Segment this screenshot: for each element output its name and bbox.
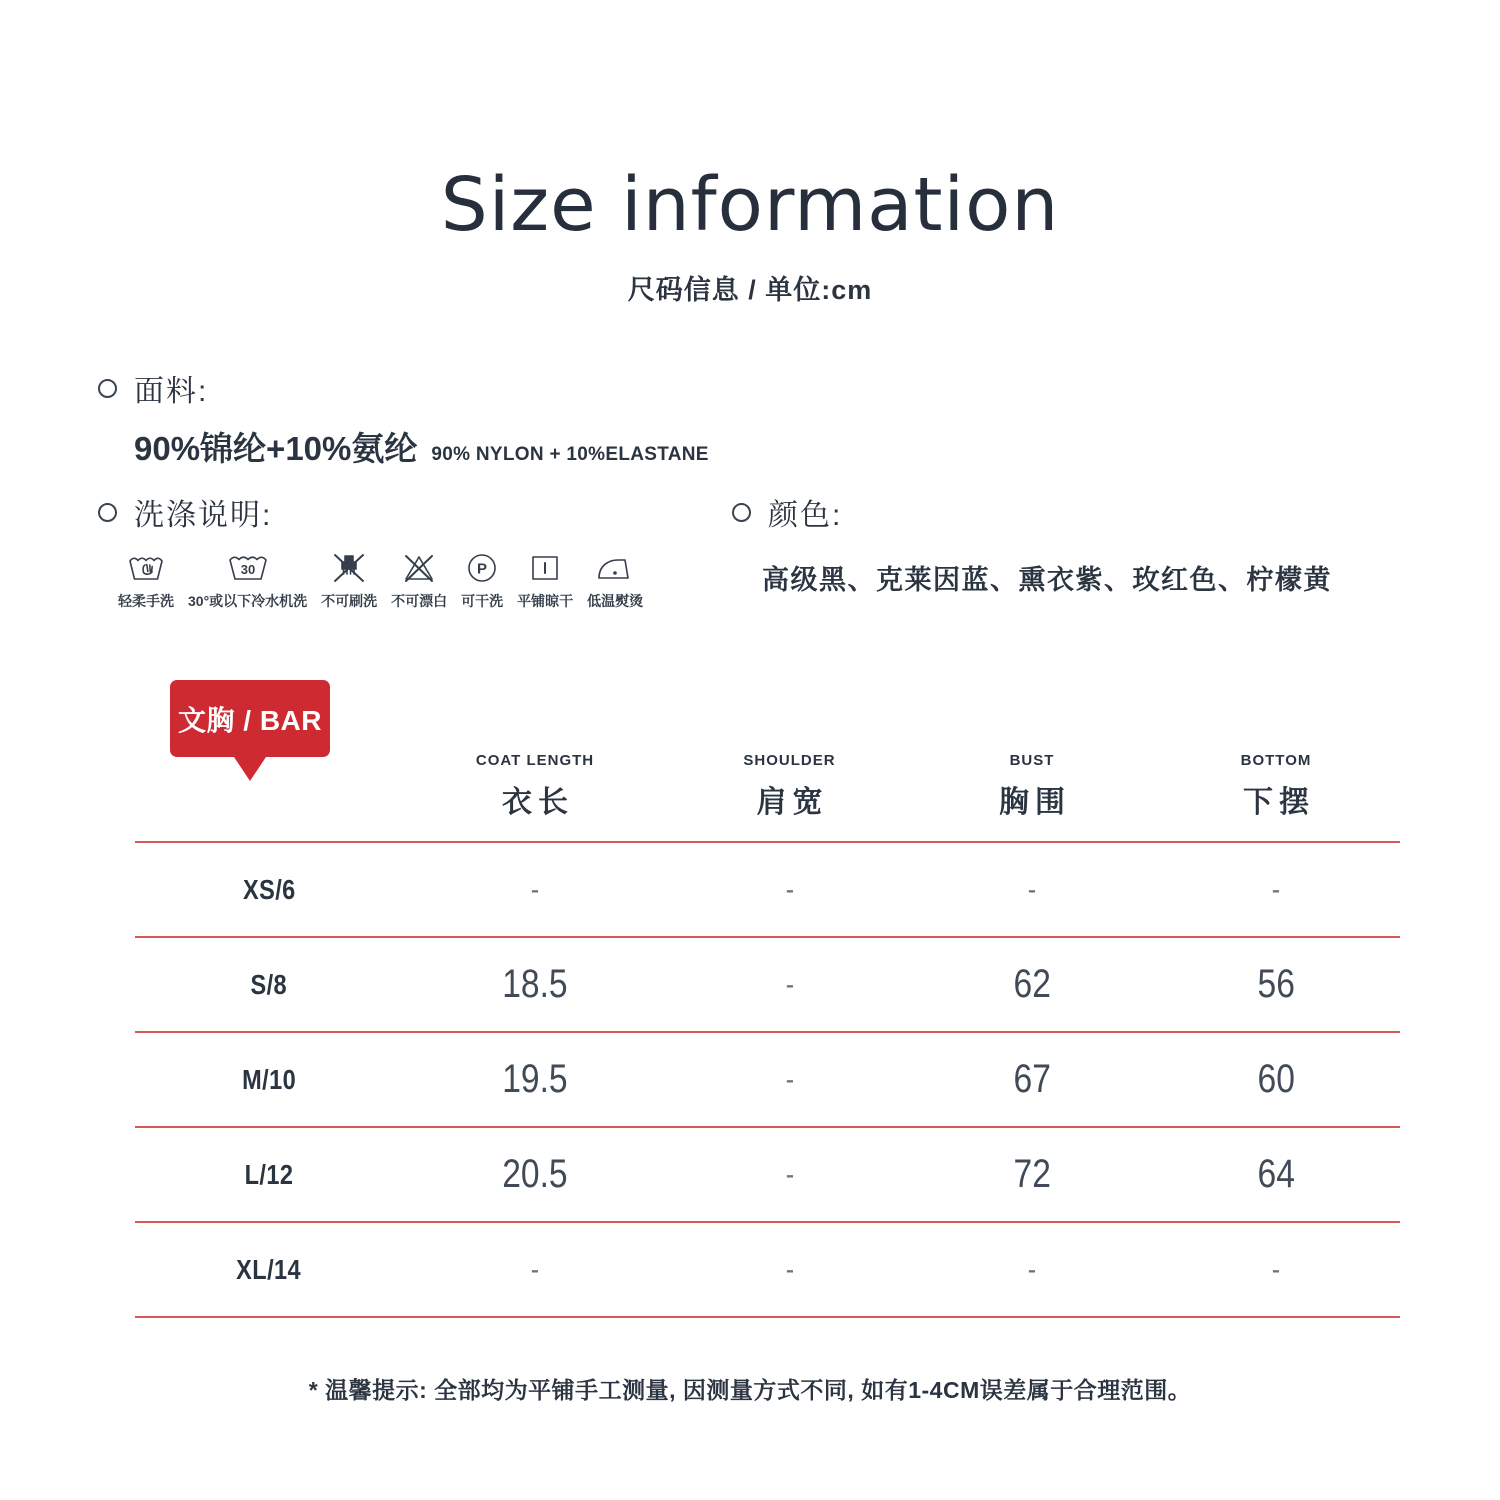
wash-instruction-label: 低温熨烫	[587, 593, 644, 609]
machine-wash-30-icon	[226, 546, 270, 588]
circle-bullet-icon	[732, 503, 751, 522]
size-value: -	[1027, 1252, 1037, 1286]
size-value: -	[785, 1252, 794, 1286]
wash-instruction	[321, 546, 377, 611]
colors-section	[732, 490, 1332, 597]
category-badge-label: 文胸 / BAR	[177, 704, 322, 736]
size-value: -	[1027, 872, 1037, 906]
wash-instruction	[461, 546, 503, 611]
fabric-section	[98, 366, 709, 470]
wash-instruction	[118, 546, 174, 611]
size-value: 19.5	[502, 1057, 568, 1101]
page-subtitle: 尺码信息 / 单位:cm	[627, 275, 873, 305]
column-header-bust: BUST 胸围	[999, 752, 1071, 819]
size-table-body	[135, 843, 1400, 1318]
wash-instruction-label: 轻柔手洗	[118, 593, 174, 609]
dry-flat-icon	[525, 546, 565, 588]
table-row	[135, 1128, 1400, 1223]
size-value: -	[1271, 1252, 1281, 1286]
size-value: -	[530, 1252, 540, 1286]
circle-bullet-icon	[98, 379, 117, 398]
size-label: L/12	[244, 1158, 294, 1190]
size-value: -	[785, 967, 794, 1001]
wash-instruction-label: 不可漂白	[391, 593, 448, 609]
fabric-label: 面料:	[134, 375, 209, 408]
wash-instruction-label: 平铺晾干	[517, 593, 574, 609]
size-table	[135, 745, 1400, 1318]
fabric-composition-en: 90% NYLON + 10%ELASTANE	[431, 444, 709, 465]
do-not-bleach-icon	[399, 546, 439, 588]
hand-wash-icon	[126, 546, 166, 588]
svg-text:P: P	[477, 560, 488, 578]
color-options: 高级黑、克莱因蓝、熏衣紫、玫红色、柠檬黄	[762, 565, 1332, 595]
wash-instruction-label: 30°或以下冷水机洗	[188, 593, 308, 609]
size-value: -	[530, 872, 540, 906]
size-value: 20.5	[502, 1152, 568, 1196]
circle-bullet-icon	[98, 503, 117, 522]
size-value: -	[1271, 872, 1281, 906]
size-value: -	[785, 872, 794, 906]
table-row	[135, 1223, 1400, 1318]
do-not-brush-icon	[329, 546, 369, 588]
wash-instruction-label: 可干洗	[461, 593, 504, 609]
wash-instruction-label: 不可刷洗	[321, 593, 378, 609]
size-label: M/10	[242, 1063, 296, 1095]
table-row	[135, 843, 1400, 938]
size-value: 67	[1013, 1057, 1051, 1101]
size-label: XS/6	[242, 873, 296, 905]
column-header-size	[135, 745, 403, 841]
svg-text:30: 30	[240, 562, 255, 577]
table-row	[135, 938, 1400, 1033]
washing-icons	[118, 546, 643, 611]
colors-label: 颜色:	[768, 499, 843, 532]
page-title: Size information	[440, 162, 1060, 248]
size-value: -	[785, 1157, 794, 1191]
dry-clean-icon	[462, 546, 502, 588]
table-row	[135, 1033, 1400, 1128]
fabric-composition-cn: 90%锦纶+10%氨纶	[134, 430, 418, 467]
size-value: -	[785, 1062, 794, 1096]
washing-label: 洗涤说明:	[134, 499, 273, 532]
low-iron-icon	[594, 546, 636, 588]
size-value: 56	[1257, 962, 1295, 1006]
column-header-coat-length: COAT LENGTH 衣长	[475, 752, 595, 819]
size-value: 60	[1257, 1057, 1295, 1101]
column-header-bottom: BOTTOM 下摆	[1240, 752, 1315, 819]
size-label: XL/14	[236, 1253, 302, 1285]
size-label: S/8	[250, 968, 288, 1000]
size-table-header	[135, 745, 1400, 843]
wash-instruction	[587, 546, 643, 611]
size-value: 64	[1257, 1152, 1295, 1196]
size-value: 18.5	[502, 962, 568, 1006]
footnote: * 温馨提示: 全部均为平铺手工测量, 因测量方式不同, 如有1-4CM误差属于合理范围。	[308, 1377, 1192, 1403]
wash-instruction	[188, 546, 307, 611]
column-header-shoulder: SHOULDER 肩宽	[743, 752, 836, 819]
washing-section	[98, 490, 643, 611]
wash-instruction	[391, 546, 447, 611]
size-value: 72	[1013, 1152, 1051, 1196]
size-value: 62	[1013, 962, 1051, 1006]
wash-instruction	[517, 546, 573, 611]
